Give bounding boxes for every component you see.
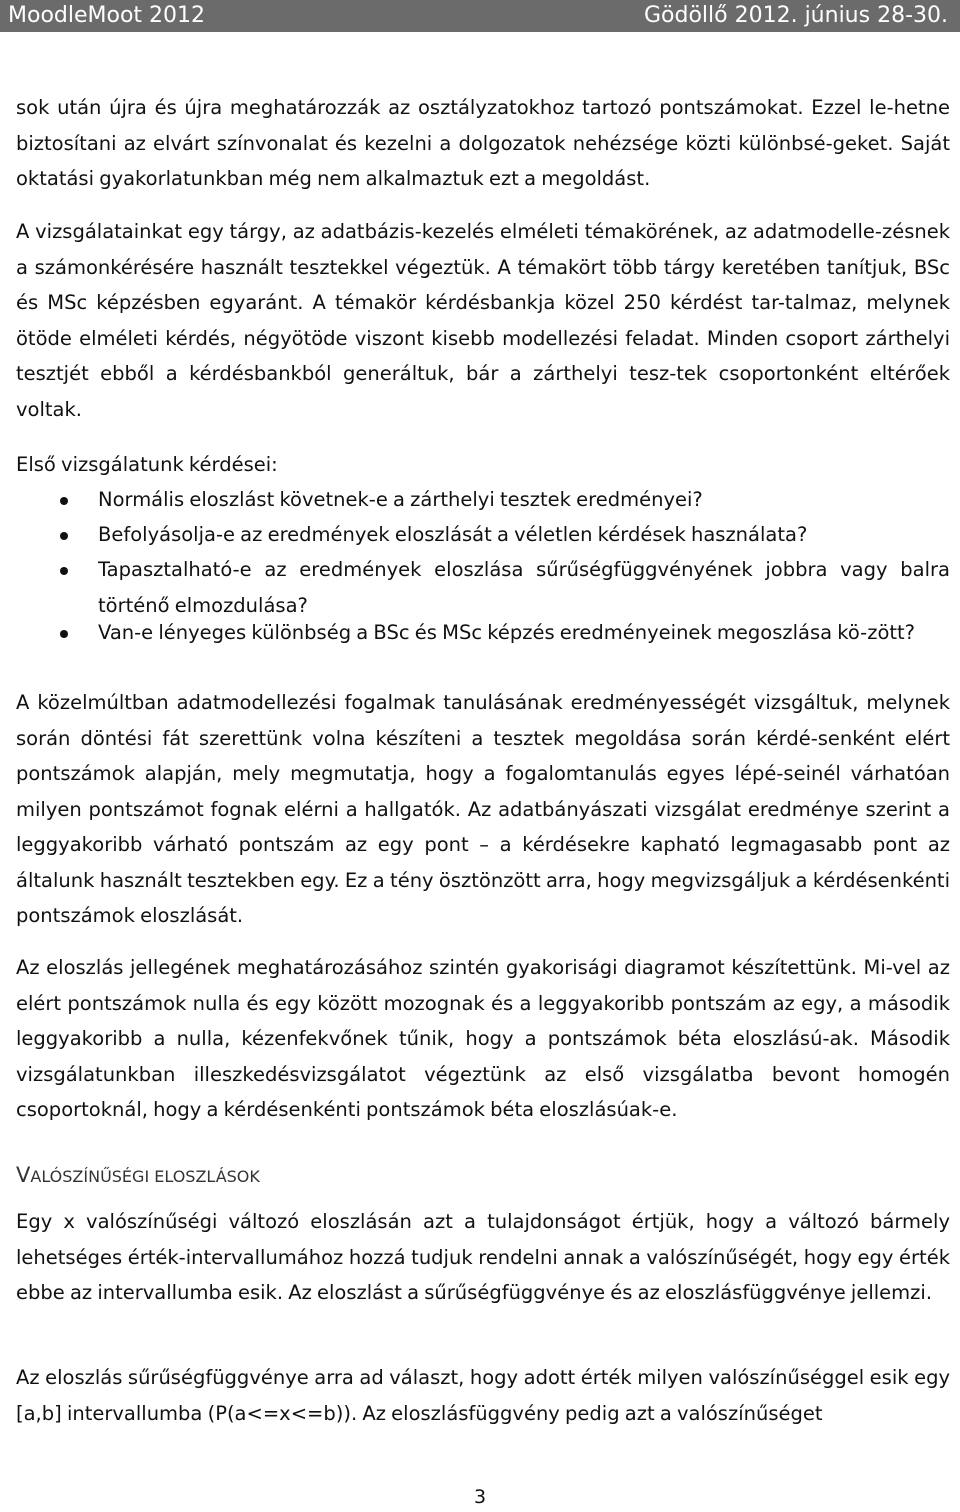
paragraph-7: Az eloszlás sűrűségfüggvénye arra ad választ, hogy adott érték milyen valószínűséggel esik egy [a,b] intervallumba (P(a<=x<=b)). Az eloszlásfüggvény pedig azt a valószínűséget [16, 1366, 950, 1425]
list-item: Van-e lényeges különbség a BSc és MSc képzés eredményeinek megoszlása kö-zött? [98, 621, 916, 644]
header-conference-title: MoodleMoot 2012 [8, 3, 206, 28]
bullet-icon [60, 567, 68, 575]
section-heading [16, 1163, 260, 1187]
list-item: Befolyásolja-e az eredmények eloszlását a véletlen kérdések használata? [98, 523, 808, 546]
paragraph-2: A vizsgálatainkat egy tárgy, az adatbázis-kezelés elméleti témakörének, az adatmodelle-zésnek a számonkérésére használt tesztekkel végeztük. A témakört több tárgy keretében tanítjuk, BSc és MSc képzésben egyaránt. A témakör kérdésbankja közel 250 kérdést tar-talmaz, melynek ötöde elméleti kérdés, négyötöde viszont kisebb modellezési feladat. Minden csoport zárthelyi tesztjét ebből a kérdésbankból generáltuk, bár a zárthelyi tesz-tek csoportonként eltérőek voltak. [16, 220, 950, 421]
section-heading-rest: ALÓSZÍNŰSÉGI ELOSZLÁSOK [30, 1167, 260, 1186]
bullet-icon [60, 497, 68, 505]
paragraph-4: A közelmúltban adatmodellezési fogalmak tanulásának eredményességét vizsgáltuk, melynek során döntési fát szerettünk volna készíteni a tesztek megoldása során kérdé-senként elért pontszámok alapján, mely megmutatja, hogy a fogalomtanulás egyes lépé-seinél várhatóan milyen pontszámot fognak elérni a hallgatók. Az adatbányászati vizsgálat eredménye szerint a leggyakoribb várható pontszám az egy pont – a kérdésekre kapható legmagasabb pont az általunk használt tesztekben egy. Ez a tény ösztönzött arra, hogy megvizsgáljuk a kérdésenkénti pontszámok eloszlását. [16, 691, 950, 927]
paragraph-3: Első vizsgálatunk kérdései: [16, 453, 278, 476]
paragraph-1: sok után újra és újra meghatározzák az osztályzatokhoz tartozó pontszámokat. Ezzel le-hetne biztosítani az elvárt színvonalat és kezelni a dolgozatok nehézsége közti különbsé-geket. Saját oktatási gyakorlatunkban még nem alkalmaztuk ezt a megoldást. [16, 96, 950, 190]
bullet-icon [60, 630, 68, 638]
list-item: Tapasztalható-e az eredmények eloszlása sűrűségfüggvényének jobbra vagy balra történő elmozdulása? [98, 558, 950, 617]
section-heading-initial: V [16, 1163, 31, 1187]
header-location-date: Gödöllő 2012. június 28-30. [643, 3, 948, 28]
paragraph-6: Egy x valószínűségi változó eloszlásán azt a tulajdonságot értjük, hogy a változó bármely lehetséges érték-intervallumához hozzá tudjuk rendelni annak a valószínűségét, hogy egy érték ebbe az intervallumba esik. Az eloszlást a sűrűségfüggvénye és az eloszlásfüggvénye jellemzi. [16, 1210, 950, 1304]
page-number: 3 [473, 1486, 487, 1508]
bullet-icon [60, 532, 68, 540]
paragraph-5: Az eloszlás jellegének meghatározásához szintén gyakorisági diagramot készítettünk. Mi-vel az elért pontszámok nulla és egy között mozognak és a leggyakoribb pontszám az egy, a második leggyakoribb a nulla, kézenfekvőnek tűnik, hogy a pontszámok béta eloszlású-ak. Második vizsgálatunkban illeszkedésvizsgálatot végeztünk az első vizsgálatba bevont homogén csoportoknál, hogy a kérdésenkénti pontszámok béta eloszlásúak-e. [16, 956, 950, 1121]
list-item: Normális eloszlást követnek-e a zárthelyi tesztek eredményei? [98, 488, 703, 511]
page-header [0, 0, 960, 32]
